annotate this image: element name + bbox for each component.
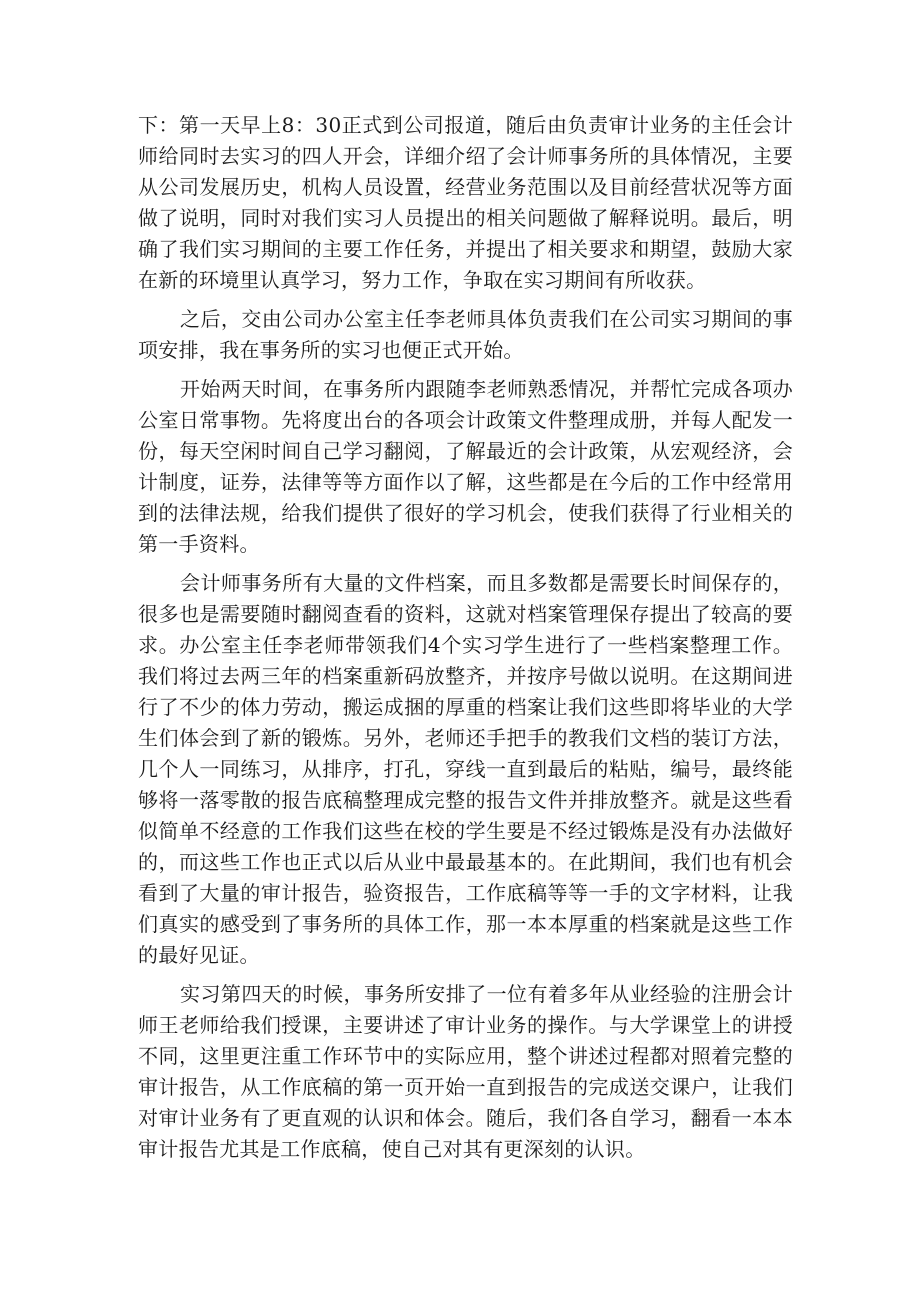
paragraph-5: 实习第四天的时候，事务所安排了一位有着多年从业经验的注册会计师王老师给我们授课，主要讲述了审计业务的操作。与大学课堂上的讲授不同，这里更注重工作环节中的实际应用，整个讲述过程都对照着完整的审计报告，从工作底稿的第一页开始一直到报告的完成送交课户，让我们对审计业务有了更直观的认识和体会。随后，我们各自学习，翻看一本本审计报告尤其是工作底稿，使自己对其有更深刻的认识。 — [138, 982, 793, 1161]
paragraph-1: 下：第一天早上8：30正式到公司报道，随后由负责审计业务的主任会计师给同时去实习的四人开会，详细介绍了会计师事务所的具体情况，主要从公司发展历史，机构人员设置，经营业务范围以及目前经营状况等方面做了说明，同时对我们实习人员提出的相关问题做了解释说明。最后，明确了我们实习期间的主要工作任务，并提出了相关要求和期望，鼓励大家在新的环境里认真学习，努力工作，争取在实习期间有所收获。 — [138, 113, 793, 292]
paragraph-3: 开始两天时间，在事务所内跟随李老师熟悉情况，并帮忙完成各项办公室日常事物。先将度出台的各项会计政策文件整理成册，并每人配发一份，每天空闲时间自己学习翻阅，了解最近的会计政策，从宏观经济，会计制度，证券，法律等等方面作以了解，这些都是在今后的工作中经常用到的法律法规，给我们提供了很好的学习机会，使我们获得了行业相关的第一手资料。 — [138, 377, 793, 556]
document-body — [138, 110, 793, 1165]
paragraph-4: 会计师事务所有大量的文件档案，而且多数都是需要长时间保存的，很多也是需要随时翻阅查看的资料，这就对档案管理保存提出了较高的要求。办公室主任李老师带领我们4个实习学生进行了一些档案整理工作。我们将过去两三年的档案重新码放整齐，并按序号做以说明。在这期间进行了不少的体力劳动，搬运成捆的厚重的档案让我们这些即将毕业的大学生们体会到了新的锻炼。另外，老师还手把手的教我们文档的装订方法，几个人一同练习，从排序，打孔，穿线一直到最后的粘贴，编号，最终能够将一落零散的报告底稿整理成完整的报告文件并排放整齐。就是这些看似简单不经意的工作我们这些在校的学生要是不经过锻炼是没有办法做好的，而这些工作也正式以后从业中最最基本的。在此期间，我们也有机会看到了大量的审计报告，验资报告，工作底稿等等一手的文字材料，让我们真实的感受到了事务所的具体工作，那一本本厚重的档案就是这些工作的最好见证。 — [138, 571, 793, 967]
paragraph-2: 之后，交由公司办公室主任李老师具体负责我们在公司实习期间的事项安排，我在事务所的实习也便正式开始。 — [138, 307, 793, 362]
